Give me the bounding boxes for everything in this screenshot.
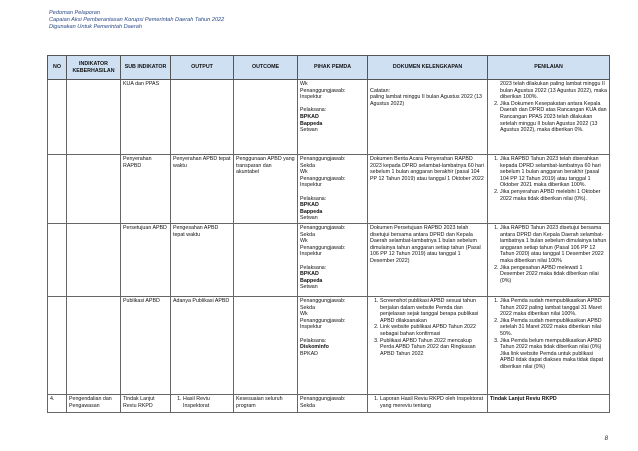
col-header-indikator: INDIKATOR KEBERHASILAN	[67, 56, 121, 80]
penilaian-item: 2. Jika Dokumen Kesepakatan antara Kepala Daerah dan DPRD atas Rancangan KUA dan Rancangan PPAS 2023 telah dilakukan setelah minggu II bulan Agustus 2022 (13 Agustus 2022), maka diberikan 0%.	[500, 101, 607, 134]
cell-penilaian	[488, 80, 610, 155]
dokumen-item: 3. Publikasi APBD Tahun 2022 mencakup Perda APBD Tahun 2022 dan Ringkasan APBD Tahun 2022	[380, 338, 485, 358]
cell-dokumen	[368, 296, 488, 394]
cell-dokumen: Dokumen Persetujuan RAPBD 2023 telah disetujui bersama antara DPRD dan Kepala Daerah selambat-lambatnya 1 bulan sebelum dimulainya tahun anggaran setiap tahun (Pasal 106 PP 12 Tahun 2019) atau tanggal 1 Desember 2022)	[368, 223, 488, 296]
penilaian-list	[490, 101, 607, 134]
pihak-line: Sekda	[300, 231, 316, 238]
pihak-line: Penanggungjawab:	[300, 395, 346, 402]
col-header-outcome: OUTCOME	[234, 56, 298, 80]
dokumen-list	[370, 298, 485, 357]
cell-no	[48, 80, 67, 155]
table-row	[48, 394, 610, 412]
cell-outcome	[234, 296, 298, 394]
pihak-line: Inspektur	[300, 182, 322, 189]
col-header-dokumen: DOKUMEN KELENGKAPAN	[368, 56, 488, 80]
pihak-line: Bappeda	[300, 277, 323, 284]
pihak-line: Wk	[300, 311, 308, 318]
pihak-line: Sekda	[300, 402, 316, 409]
cell-pihak-pemda	[298, 155, 368, 224]
assessment-table	[47, 55, 610, 413]
pihak-line: Inspektur	[300, 251, 322, 258]
cell-penilaian	[488, 155, 610, 224]
pihak-line: Pelaksana:	[300, 337, 327, 344]
dokumen-line: paling lambat minggu II bulan Agustus 2022 (13 Agustus 2022)	[370, 94, 482, 107]
cell-output	[171, 394, 234, 412]
penilaian-item: 2. Jika penyerahan APBD melebihi 1 Oktober 2022 maka tidak diberikan nilai (0%).	[500, 189, 607, 202]
pihak-line: Penanggungjawab:	[300, 156, 346, 162]
cell-dokumen	[368, 80, 488, 155]
dokumen-item: 2. Link website publikasi APBD Tahun 2022 sebagai bahan konfirmasi	[380, 324, 485, 337]
cell-dokumen: Dokumen Berita Acara Penyerahan RAPBD 2023 kepada DPRD selambat-lambatnya 60 hari sebelum 1 bulan anggaran berakhir (pasal 104 PP 12 Tahun 2019) atau tanggal 1 Oktober 2022	[368, 155, 488, 224]
pihak-line: Pelaksana:	[300, 107, 327, 114]
cell-sub-indikator: KUA dan PPAS	[121, 80, 171, 155]
pihak-line: Penanggungjawab:	[300, 87, 346, 94]
dokumen-line: Catatan:	[370, 87, 391, 94]
penilaian-list	[490, 156, 607, 202]
cell-pihak-pemda	[298, 80, 368, 155]
header-line-2: Capaian Aksi Pemberantasan Korupsi Pemerintah Daerah Tahun 2022	[49, 17, 225, 24]
output-list	[173, 396, 231, 409]
cell-sub-indikator: Publikasi APBD	[121, 296, 171, 394]
pihak-spacer	[300, 331, 365, 338]
pihak-line: Penanggungjawab:	[300, 224, 346, 231]
cell-pihak-pemda	[298, 394, 368, 412]
pihak-line: Sekda	[300, 162, 316, 169]
pihak-line: Setwan	[300, 215, 318, 222]
header-line-1: Pedoman Pelaporan	[49, 10, 101, 16]
cell-pihak-pemda	[298, 296, 368, 394]
cell-sub-indikator: Tindak Lanjut Reviu RKPD	[121, 394, 171, 412]
pihak-line: Bappeda	[300, 208, 323, 215]
col-header-sub-indikator: SUB INDIKATOR	[121, 56, 171, 80]
table-header-row	[48, 56, 610, 80]
cell-no	[48, 296, 67, 394]
cell-dokumen	[368, 394, 488, 412]
page-number: 8	[604, 436, 608, 442]
pihak-spacer	[300, 189, 365, 196]
cell-sub-indikator: Penyerahan RAPBD	[121, 155, 171, 224]
pihak-line: BPKAD	[300, 350, 318, 357]
penilaian-item: 2. Jika pengesahan APBD melewati 1 Desember 2022 maka tidak diberikan nilai (0%)	[500, 265, 607, 285]
pihak-line: Wk	[300, 238, 308, 245]
pihak-line: Setwan	[300, 127, 318, 134]
cell-output: Penyerahan APBD tepat waktu	[171, 155, 234, 224]
cell-outcome	[234, 223, 298, 296]
cell-indikator	[67, 223, 121, 296]
cell-penilaian	[488, 223, 610, 296]
dokumen-list	[370, 396, 485, 409]
table-row	[48, 80, 610, 155]
penilaian-item: 1. Jika RAPBD Tahun 2023 disetujui bersama antara DPRD dan Kepala Daerah selambat-lambatnya 1 bulan sebelum dimulainya tahun anggaran setiap tahun (Pasal 106 PP 12 Tahun 2020) atau tanggal 1 Desember 2022 maka diberikan nilai 100%	[500, 225, 607, 265]
pihak-line: Inspektur	[300, 324, 322, 331]
cell-penilaian	[488, 394, 610, 412]
cell-outcome: Penggunaan APBD yang transparan dan akuntabel	[234, 155, 298, 224]
cell-penilaian	[488, 296, 610, 394]
table-row	[48, 296, 610, 394]
pihak-line: Penanggungjawab:	[300, 175, 346, 182]
penilaian-item: 1. Jika Pemda sudah mempublikasikan APBD Tahun 2022 paling lambat tanggal 31 Maret 2022 maka diberikan nilai 100%.	[500, 298, 607, 318]
penilaian-item: 3. Jika Pemda belum mempublikasikan APBD Tahun 2022 maka tidak diberikan nilai (0%)	[500, 338, 607, 351]
dokumen-item: 1. Screenshot publikasi APBD sesuai tahun berjalan dalam website Pemda dan penjelasan sejak tanggal berapa publikasi APBD dilaksanakan	[380, 298, 485, 324]
pihak-line: Penanggungjawab:	[300, 244, 346, 251]
pihak-line: Pelaksana:	[300, 264, 327, 271]
pihak-line: BPKAD	[300, 271, 319, 278]
penilaian-title: Tindak Lanjut Reviu RKPD	[490, 395, 557, 402]
penilaian-item: 2. Jika Pemda sudah mempublikasikan APBD setelah 31 Maret 2022 maka diberikan nilai 50%.	[500, 318, 607, 338]
header-line-3: Digunakan Untuk Pemerintah Daerah	[49, 24, 142, 31]
cell-indikator: Pengendalian dan Pengawasan	[67, 394, 121, 412]
output-item: 1. Hasil Reviu Inspektorat	[183, 396, 231, 409]
penilaian-list	[490, 225, 607, 284]
pihak-line: Inspektur	[300, 94, 322, 101]
pihak-spacer	[370, 81, 485, 88]
penilaian-note: Jika link website Pemda untuk publikasi APBD tidak dapat diakses maka tidak dapat diberikan nilai (0%)	[500, 350, 604, 370]
cell-output: Pengesahan APBD tepat waktu	[171, 223, 234, 296]
cell-indikator	[67, 296, 121, 394]
cell-output	[171, 80, 234, 155]
cell-indikator	[67, 155, 121, 224]
pihak-line: BPKAD	[300, 202, 319, 209]
cell-sub-indikator: Persetujuan APBD	[121, 223, 171, 296]
col-header-pihak-pemda: PIHAK PEMDA	[298, 56, 368, 80]
col-header-penilaian: PENILAIAN	[488, 56, 610, 80]
pihak-line: Wk	[300, 81, 308, 87]
pihak-spacer	[300, 101, 365, 108]
pihak-spacer	[300, 258, 365, 265]
pihak-line: BPKAD	[300, 113, 319, 120]
pihak-line: Bappeda	[300, 120, 323, 127]
pihak-line: Pelaksana:	[300, 195, 327, 202]
pihak-line: Wk	[300, 169, 308, 176]
col-header-no: NO	[48, 56, 67, 80]
pihak-line: Diskominfo	[300, 344, 329, 351]
pihak-line: Penanggungjawab:	[300, 317, 346, 324]
cell-indikator	[67, 80, 121, 155]
cell-outcome	[234, 80, 298, 155]
penilaian-item: 1. Jika RAPBD Tahun 2023 telah diserahkan kepada DPRD selambat-lambatnya 60 hari sebelum 1 bulan anggaran berakhir (pasal 104 PP 12 Tahun 2019) atau tanggal 1 Oktober 2021 maka diberikan 100%.	[500, 156, 607, 189]
table-row	[48, 155, 610, 224]
document-header	[49, 10, 224, 32]
penilaian-list	[490, 298, 607, 351]
cell-no	[48, 155, 67, 224]
table-row	[48, 223, 610, 296]
cell-no	[48, 223, 67, 296]
pihak-line: Setwan	[300, 284, 318, 291]
pihak-line: Sekda	[300, 304, 316, 311]
cell-no: 4.	[48, 394, 67, 412]
cell-output: Adanya Publikasi APBD	[171, 296, 234, 394]
cell-pihak-pemda	[298, 223, 368, 296]
pihak-line: Penanggungjawab:	[300, 297, 346, 304]
penilaian-continued: 2023 telah dilakukan paling lambat minggu II bulan Agustus 2022 (13 Agustus 2022), maka diberikan 100%.	[500, 81, 607, 101]
cell-outcome: Kesesuaian seluruh program	[234, 394, 298, 412]
dokumen-item: 1. Laporan Hasil Reviu RKPD oleh Inspektorat yang mereviu tentang	[380, 396, 485, 409]
col-header-output: OUTPUT	[171, 56, 234, 80]
